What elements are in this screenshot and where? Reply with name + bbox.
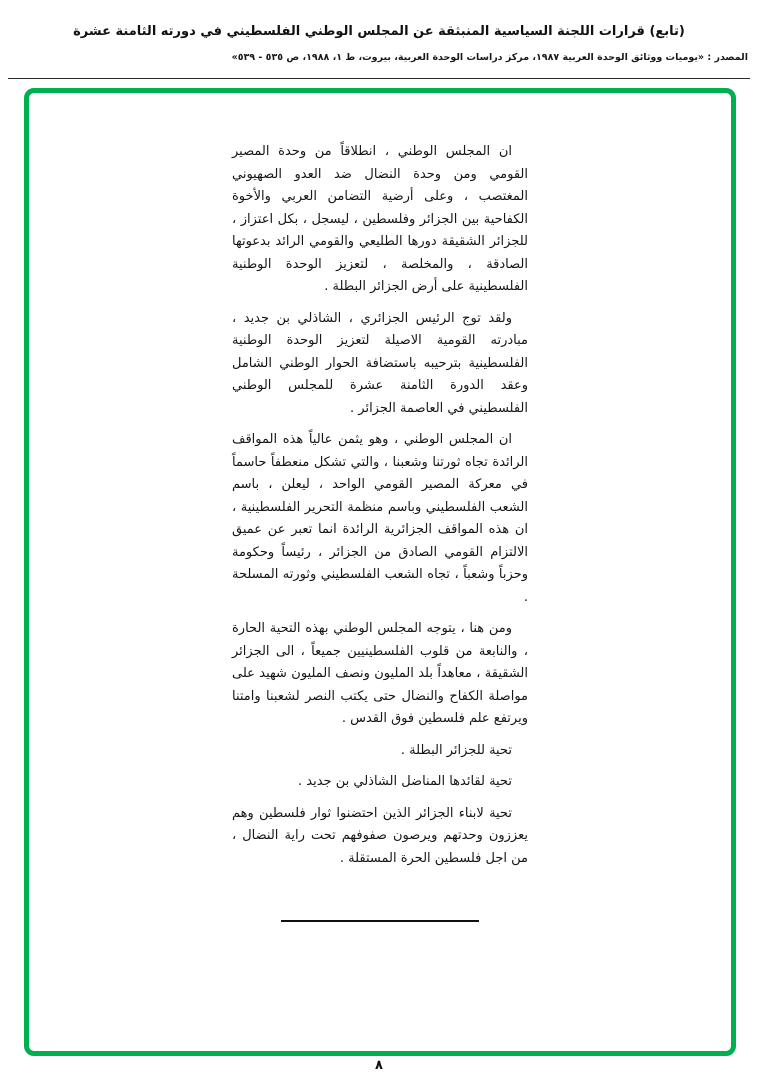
- paragraph: ولقد توج الرئيس الجزائري ، الشاذلي بن جديد ، مبادرته القومية الاصيلة لتعزيز الوحدة الوطنية الفلسطينية بترحيبه باستضافة الحوار الوطني الشامل وعقد الدورة الثامنة عشرة للمجلس الوطني الفلسطيني في العاصمة الجزائر .: [232, 310, 528, 416]
- page-number: ٨: [375, 1058, 383, 1073]
- paragraph: ان المجلس الوطني ، انطلاقاً من وحدة المصير القومي ومن وحدة النضال ضد العدو الصهيوني المغتصب ، وعلى أرضية التضامن العربي والأخوة الكفاحية بين الجزائر وفلسطين ، ليسجل ، بكل اعتزاز ، للجزائر الشقيقة دورها الطليعي والقومي الرائد بدعوتها الصادقة ، والمخلصة ، لتعزيز الوحدة الوطنية الفلسطينية على أرض الجزائر البطلة .: [232, 144, 528, 294]
- green-content-frame: [24, 88, 736, 1056]
- header-title: (تابع) قرارات اللجنة السياسية المنبثقة عن المجلس الوطني الفلسطيني في دورته الثامنة عشرة: [73, 24, 685, 39]
- closing-divider: [281, 920, 479, 922]
- document-body: [232, 141, 528, 870]
- paragraph: ان المجلس الوطني ، وهو يثمن عالياً هذه المواقف الرائدة تجاه ثورتنا وشعبنا ، والتي تشكل منعطفاً حاسماً في معركة المصير القومي الواحد ، ليعلن ، باسم الشعب الفلسطيني وباسم منظمة التحرير الفلسطينية ، ان هذه المواقف الجزائرية الرائدة انما تعبر عن عميق الالتزام القومي الصادق من الجزائر ، رئيساً وحكومة وحزباً وشعباً ، تجاه الشعب الفلسطيني وثورته المسلحة .: [232, 432, 528, 605]
- salutation-line: تحية لقائدها المناضل الشاذلي بن جديد .: [298, 774, 512, 789]
- header-divider: [8, 78, 750, 79]
- paragraph: ومن هنا ، يتوجه المجلس الوطني بهذه التحية الحارة ، والنابعة من قلوب الفلسطينيين جميعاً ، الى الجزائر الشقيقة ، معاهداً بلد المليون ونصف المليون شهيد على مواصلة الكفاح والنضال حتى يكتب النصر لشعبنا وامتنا ويرتفع علم فلسطين فوق القدس .: [232, 621, 528, 726]
- source-citation: المصدر : «يوميات ووثائق الوحدة العربية ١٩٨٧، مركز دراسات الوحدة العربية، بيروت، ط ١، ١٩٨٨، ص ٥٣٥ - ٥٣٩»: [231, 52, 748, 63]
- salutation-line: تحية لابناء الجزائر الذين احتضنوا ثوار فلسطين وهم يعززون وحدتهم ويرصون صفوفهم تحت راية النضال ، من اجل فلسطين الحرة المستقلة .: [232, 805, 528, 866]
- salutation-line: تحية للجزائر البطلة .: [400, 742, 512, 758]
